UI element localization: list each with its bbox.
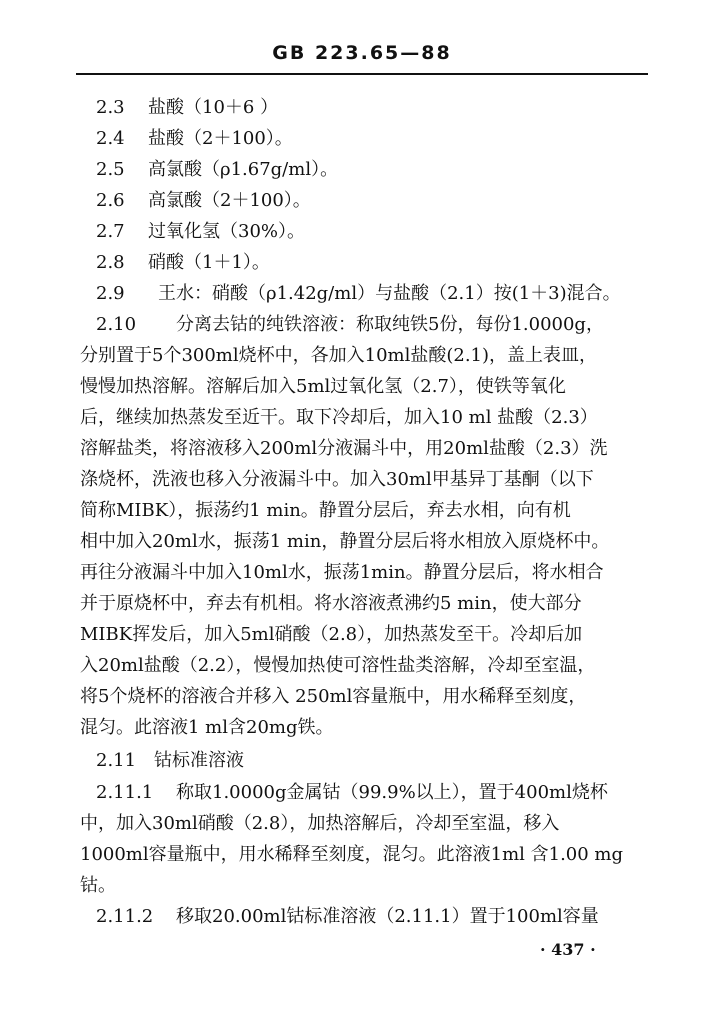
item-2-6 xyxy=(96,189,311,213)
standard-code-header: GB 223.65—88 xyxy=(272,42,452,64)
item-text: 高氯酸（2＋100）。 xyxy=(148,190,311,211)
section-2-11-1-first-line xyxy=(96,781,608,805)
item-text: 过氧化氢（30%）。 xyxy=(148,221,306,242)
item-number: 2.8 xyxy=(96,252,125,273)
item-2-4 xyxy=(96,127,293,151)
item-number: 2.4 xyxy=(96,128,125,149)
item-text: 硝酸（1＋1）。 xyxy=(148,252,270,273)
section-number: 2.11.1 xyxy=(96,782,154,803)
paragraph-line: 称取1.0000g金属钴（99.9%以上），置于400ml烧杯 xyxy=(176,782,608,803)
paragraph-line: 并于原烧杯中，弃去有机相。将水溶液煮沸约5 min，使大部分 xyxy=(80,593,582,614)
paragraph-line: 入20ml盐酸（2.2），慢慢加热使可溶性盐类溶解，冷却至室温， xyxy=(80,655,596,676)
section-2-11-2-line xyxy=(96,905,599,929)
item-number: 2.9 xyxy=(96,283,125,304)
section-2-11-heading xyxy=(96,749,244,773)
paragraph-line: 后，继续加热蒸发至近干。取下冷却后，加入10 ml 盐酸（2.3） xyxy=(80,407,598,428)
page-number: · 437 · xyxy=(540,940,596,959)
item-2-8 xyxy=(96,251,270,275)
item-number: 2.6 xyxy=(96,190,125,211)
item-text: 盐酸（10＋6 ） xyxy=(148,97,279,118)
section-number: 2.11 xyxy=(96,750,137,771)
item-2-7 xyxy=(96,220,305,244)
paragraph-line: 移取20.00ml钴标准溶液（2.11.1）置于100ml容量 xyxy=(176,906,599,927)
section-number: 2.10 xyxy=(96,314,137,335)
header-rule xyxy=(76,73,648,75)
item-number: 2.3 xyxy=(96,97,125,118)
paragraph-line: 中，加入30ml硝酸（2.8），加热溶解后，冷却至室温，移入 xyxy=(80,813,560,834)
item-2-5 xyxy=(96,158,338,182)
paragraph-line: 慢慢加热溶解。溶解后加入5ml过氧化氢（2.7），使铁等氧化 xyxy=(80,376,566,397)
item-text: 王水：硝酸（ρ1.42g/ml）与盐酸（2.1）按(1＋3)混合。 xyxy=(158,283,621,304)
section-2-10-first-line xyxy=(96,313,604,337)
paragraph-line: 溶解盐类，将溶液移入200ml分液漏斗中，用20ml盐酸（2.3）洗 xyxy=(80,438,608,459)
item-2-3 xyxy=(96,96,278,120)
paragraph-line: 钴。 xyxy=(80,875,116,896)
section-number: 2.11.2 xyxy=(96,906,154,927)
item-text: 盐酸（2＋100）。 xyxy=(148,128,293,149)
paragraph-line: 分别置于5个300ml烧杯中，各加入10ml盐酸(2.1)，盖上表皿， xyxy=(80,345,598,366)
paragraph-line: 涤烧杯，洗液也移入分液漏斗中。加入30ml甲基异丁基酮（以下 xyxy=(80,469,594,490)
paragraph-line: 将5个烧杯的溶液合并移入 250ml容量瓶中，用水稀释至刻度， xyxy=(80,686,587,707)
section-title: 钴标准溶液 xyxy=(154,750,244,771)
paragraph-line: 再往分液漏斗中加入10ml水，振荡1min。静置分层后，将水相合 xyxy=(80,562,604,583)
item-number: 2.7 xyxy=(96,221,125,242)
paragraph-line: 简称MIBK），振荡约1 min。静置分层后，弃去水相，向有机 xyxy=(80,500,571,521)
item-number: 2.5 xyxy=(96,159,125,180)
paragraph-line: 相中加入20ml水，振荡1 min，静置分层后将水相放入原烧杯中。 xyxy=(80,531,610,552)
paragraph-line: 分离去钴的纯铁溶液：称取纯铁5份，每份1.0000g， xyxy=(176,314,604,335)
paragraph-line: 混匀。此溶液1 ml含20mg铁。 xyxy=(80,717,334,738)
item-text: 高氯酸（ρ1.67g/ml）。 xyxy=(148,159,339,180)
paragraph-line: 1000ml容量瓶中，用水稀释至刻度，混匀。此溶液1ml 含1.00 mg xyxy=(80,844,624,865)
item-2-9 xyxy=(96,282,621,306)
paragraph-line: MIBK挥发后，加入5ml硝酸（2.8），加热蒸发至干。冷却后加 xyxy=(80,624,583,645)
